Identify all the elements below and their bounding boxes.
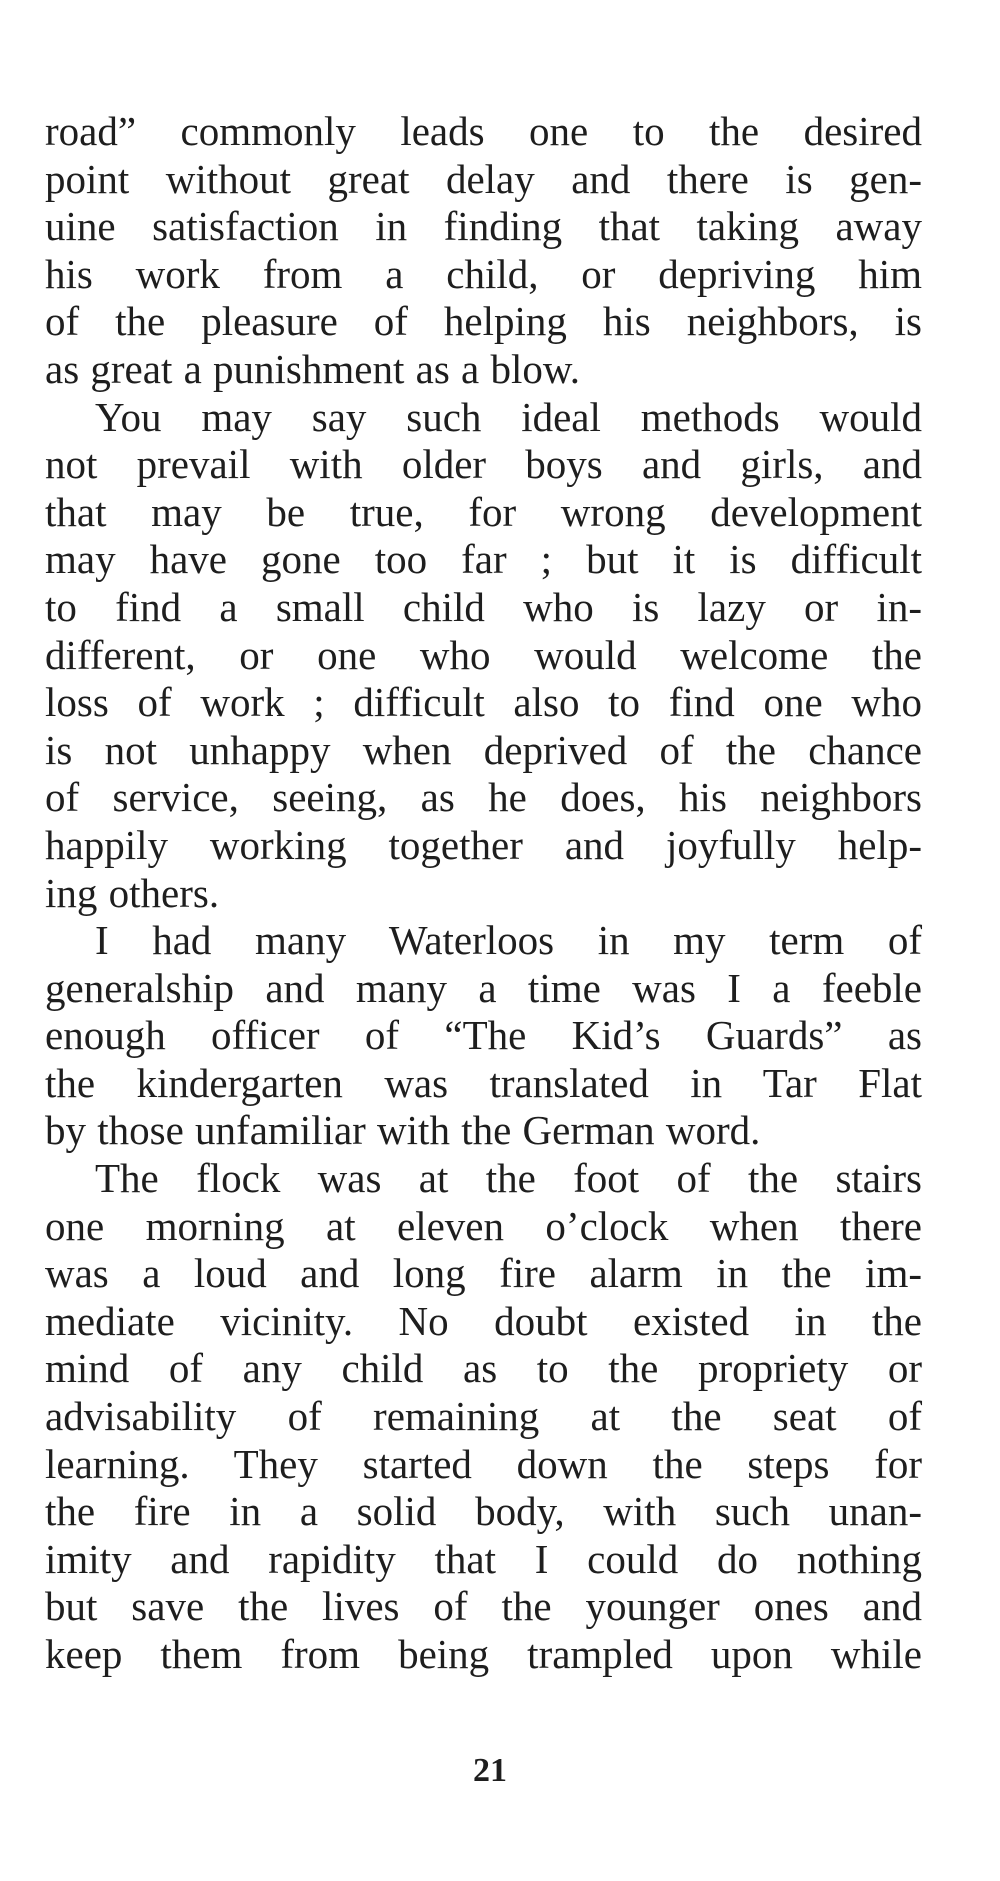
body-text bbox=[45, 108, 922, 1679]
text-line: generalship and many a time was I a feeble bbox=[45, 964, 922, 1011]
text-line: the fire in a solid body, with such unan- bbox=[45, 1488, 922, 1535]
text-line: not prevail with older boys and girls, and bbox=[45, 441, 922, 488]
text-line: advisability of remaining at the seat of bbox=[45, 1393, 922, 1440]
text-line: road” commonly leads one to the desired bbox=[45, 108, 922, 154]
text-line: one morning at eleven o’clock when there bbox=[45, 1202, 922, 1249]
text-line: his work from a child, or depriving him bbox=[45, 250, 922, 297]
text-line: mind of any child as to the propriety or bbox=[45, 1345, 922, 1392]
text-line: uine satisfaction in finding that taking away bbox=[45, 203, 922, 250]
text-line: the kindergarten was translated in Tar Flat bbox=[45, 1059, 922, 1106]
text-line: of the pleasure of helping his neighbors, is bbox=[45, 298, 922, 345]
text-line: that may be true, for wrong development bbox=[45, 488, 922, 535]
text-line: keep them from being trampled upon while bbox=[45, 1631, 922, 1677]
text-line: different, or one who would welcome the bbox=[45, 631, 922, 678]
text-line: by those unfamiliar with the German word. bbox=[45, 1107, 761, 1154]
text-line: loss of work ; difficult also to find one who bbox=[45, 679, 922, 726]
text-line: learning. They started down the steps for bbox=[45, 1440, 922, 1487]
text-line: is not unhappy when deprived of the chance bbox=[45, 726, 922, 773]
text-line: of service, seeing, as he does, his neighbors bbox=[45, 774, 922, 821]
text-line: You may say such ideal methods would bbox=[95, 393, 922, 440]
text-line: point without great delay and there is gen- bbox=[45, 155, 922, 202]
page-number: 21 bbox=[473, 1752, 507, 1789]
text-line: but save the lives of the younger ones and bbox=[45, 1583, 922, 1630]
text-line: to find a small child who is lazy or in- bbox=[45, 583, 922, 630]
text-line: enough officer of “The Kid’s Guards” as bbox=[45, 1012, 922, 1059]
text-line: happily working together and joyfully help- bbox=[45, 821, 922, 868]
text-line: The flock was at the foot of the stairs bbox=[95, 1155, 922, 1202]
text-line: imity and rapidity that I could do nothing bbox=[45, 1535, 922, 1582]
text-line: was a loud and long fire alarm in the im- bbox=[45, 1250, 922, 1297]
text-line: mediate vicinity. No doubt existed in the bbox=[45, 1297, 922, 1344]
text-line: as great a punishment as a blow. bbox=[45, 345, 581, 392]
text-line: ing others. bbox=[45, 869, 220, 916]
text-line: may have gone too far ; but it is difficult bbox=[45, 536, 922, 583]
text-line: I had many Waterloos in my term of bbox=[95, 917, 922, 964]
